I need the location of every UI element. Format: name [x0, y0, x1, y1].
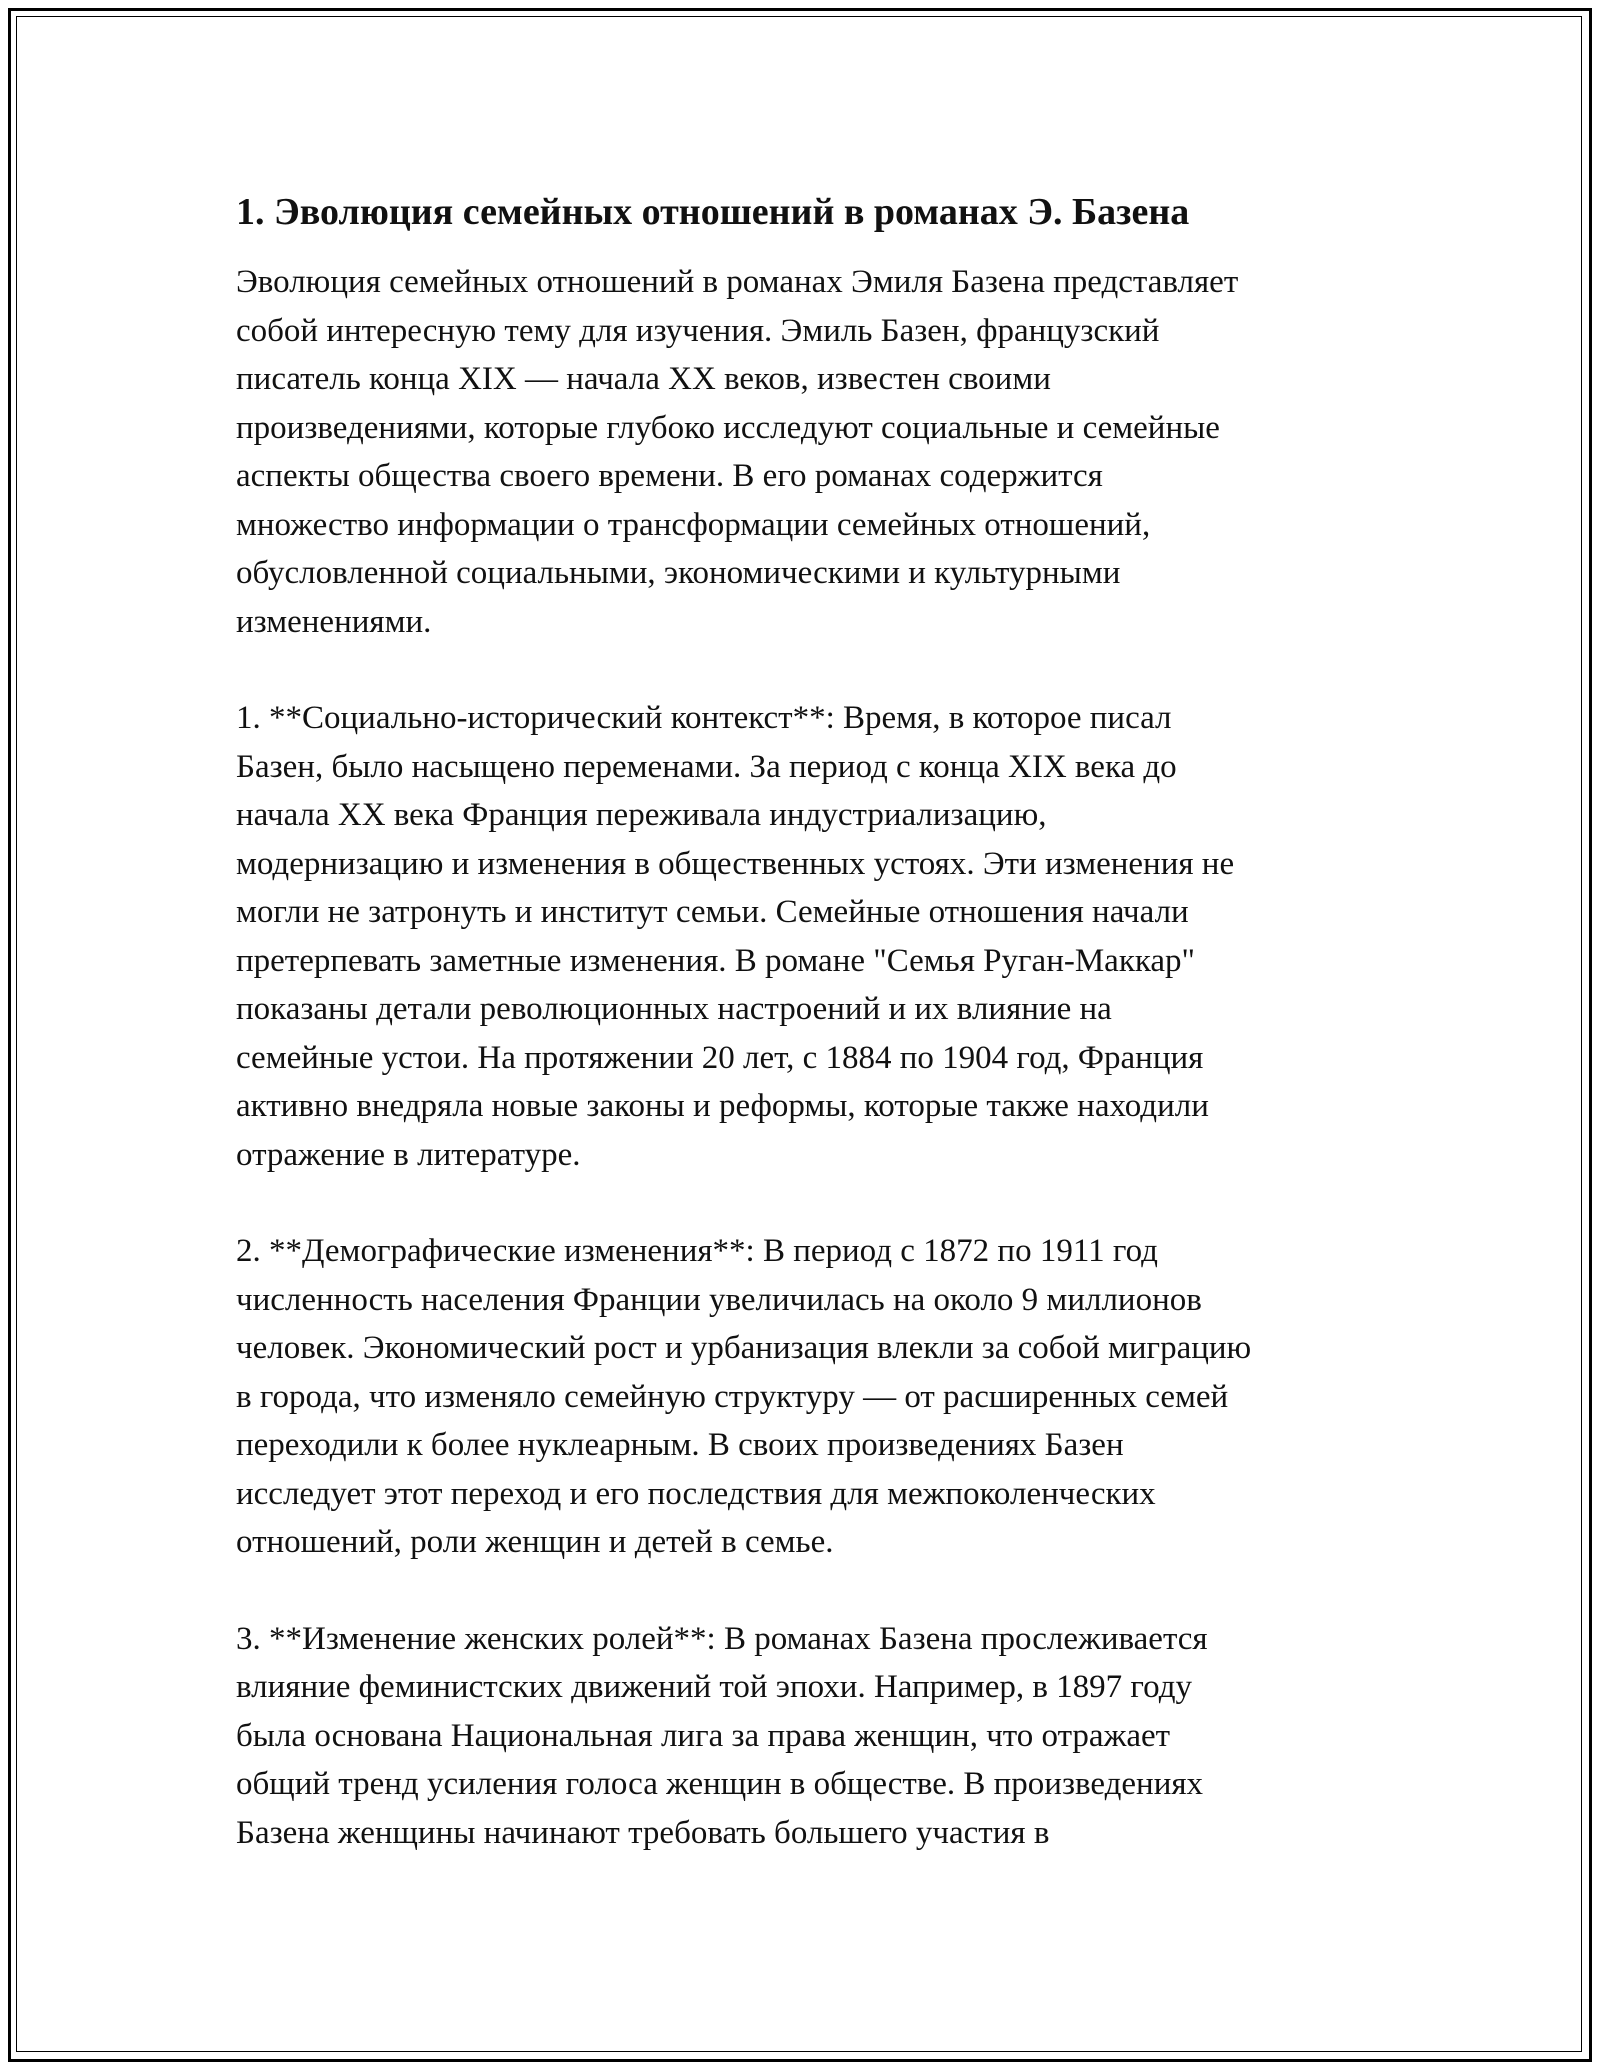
text-line: влияние феминистских движений той эпохи. Например, в 1897 году	[236, 1669, 1192, 1705]
text-line: аспекты общества своего времени. В его романах содержится	[236, 458, 1103, 494]
text-line: общий тренд усиления голоса женщин в обществе. В произведениях	[236, 1766, 1204, 1802]
text-line: показаны детали революционных настроений и их влияние на	[236, 991, 1112, 1027]
text-line: произведениями, которые глубоко исследуют социальные и семейные	[236, 409, 1220, 446]
text-line: была основана Национальная лига за права женщин, что отражает	[236, 1717, 1171, 1754]
text-line: в города, что изменяло семейную структуру — от расширенных семей	[236, 1378, 1229, 1415]
text-line: собой интересную тему для изучения. Эмиль Базен, французский	[236, 312, 1160, 349]
text-line: 2. **Демографические изменения**: В период с 1872 по 1911 год	[236, 1233, 1158, 1269]
text-line: изменениями.	[236, 603, 432, 640]
text-line: активно внедряла новые законы и реформы, которые также находили	[236, 1088, 1209, 1124]
text-line: переходили к более нуклеарным. В своих произведениях Базен	[236, 1427, 1124, 1463]
text-line: модернизацию и изменения в общественных устоях. Эти изменения не	[236, 845, 1235, 882]
text-line: обусловленной социальными, экономическими и культурными	[236, 555, 1121, 591]
text-line: человек. Экономический рост и урбанизация влекли за собой миграцию	[236, 1330, 1252, 1366]
text-line: отношений, роли женщин и детей в семье.	[236, 1524, 834, 1560]
text-line: семейные устои. На протяжении 20 лет, с 1884 по 1904 год, Франция	[236, 1039, 1204, 1076]
text-line: писатель конца XIX — начала XX веков, известен своими	[236, 361, 1051, 397]
text-line: 1. **Социально-исторический контекст**: Время, в которое писал	[236, 700, 1172, 736]
text-line: претерпевать заметные изменения. В романе "Семья Руган-Маккар"	[236, 942, 1196, 979]
document-body	[236, 186, 1376, 1905]
text-line: Эволюция семейных отношений в романах Эмиля Базена представляет	[236, 264, 1239, 300]
text-line: начала XX века Франция переживала индустриализацию,	[236, 797, 1047, 833]
text-line: 3. **Изменение женских ролей**: В романах Базена прослеживается	[236, 1620, 1208, 1657]
text-line: могли не затронуть и институт семьи. Семейные отношения начали	[236, 894, 1189, 930]
section-heading: 1. Эволюция семейных отношений в романах Э. Базена	[236, 191, 1190, 233]
paragraph-item-2	[236, 1227, 1376, 1567]
paragraph-item-3	[236, 1615, 1376, 1858]
text-line: отражение в литературе.	[236, 1136, 581, 1173]
paragraph-item-1	[236, 694, 1376, 1179]
text-line: численность населения Франции увеличилась на около 9 миллионов	[236, 1281, 1202, 1318]
text-line: множество информации о трансформации семейных отношений,	[236, 506, 1151, 543]
text-line: Базена женщины начинают требовать большего участия в	[236, 1814, 1050, 1851]
text-line: Базен, было насыщено переменами. За период с конца XIX века до	[236, 748, 1177, 785]
paragraph-intro	[236, 258, 1376, 646]
text-line: исследует этот переход и его последствия для межпоколенческих	[236, 1475, 1156, 1512]
